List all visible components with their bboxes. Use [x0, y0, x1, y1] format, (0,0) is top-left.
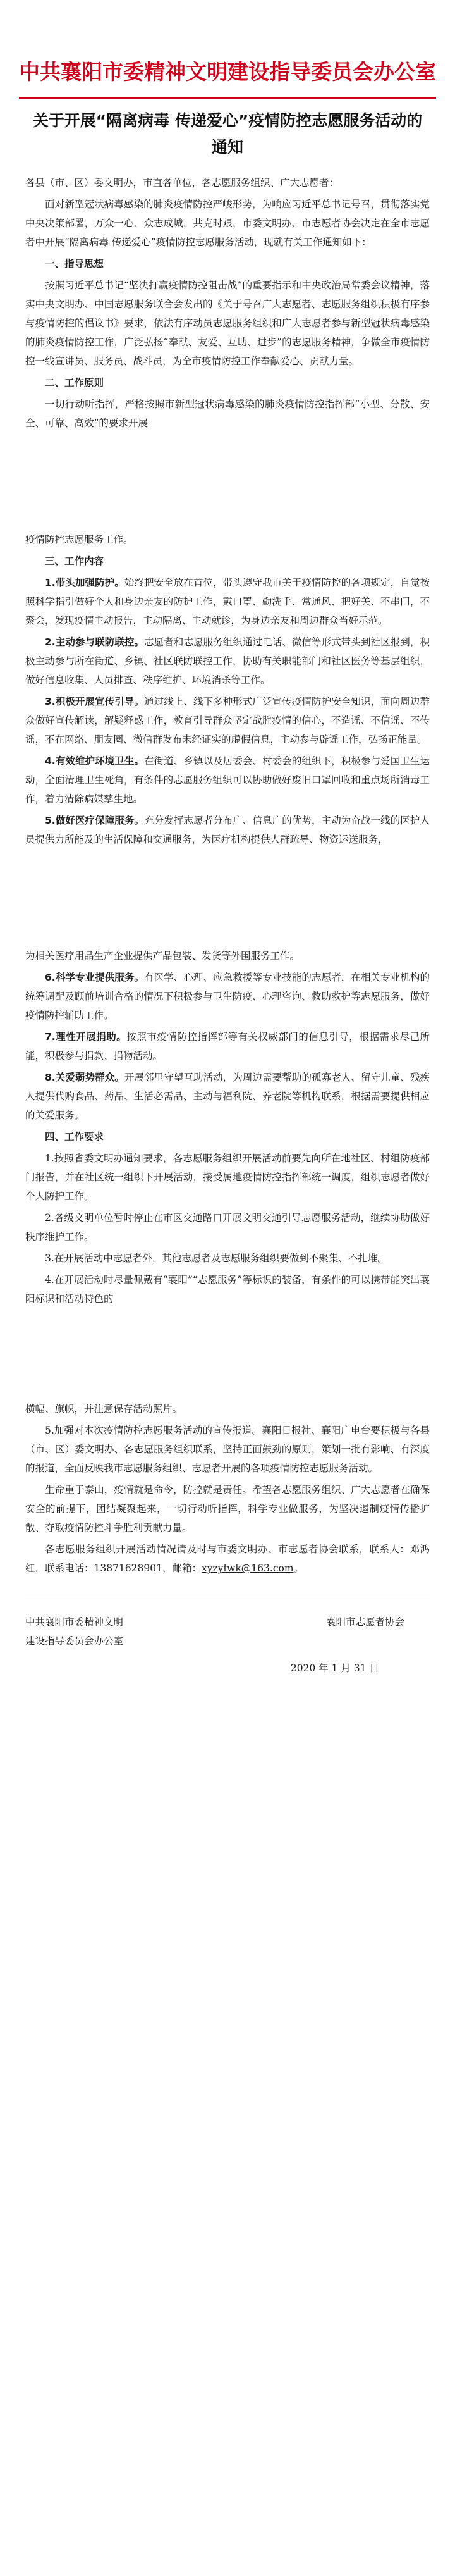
- signoff-org-line-2: 建设指导委员会办公室: [25, 1635, 124, 1647]
- item-text: 志愿者和志愿服务组织通过电话、微信等形式带头到社区报到，积极主动参与所在街道、乡镇、社区联防联控工作，协助有关职能部门和社区医务等基层组织，做好信息收集、人员排查、秩序维护、环境消杀等工作。: [25, 636, 430, 686]
- content-item-2: [25, 633, 430, 690]
- content-item-6: [25, 968, 430, 1025]
- signoff-block: [0, 1597, 455, 1650]
- signoff-org-line-1: 中共襄阳市委精神文明: [25, 1616, 124, 1628]
- section-heading-1: 一、指导思想: [45, 258, 104, 269]
- requirement-3: 3.在开展活动中志愿者外，其他志愿者及志愿服务组织要做到不聚集、不扎堆。: [45, 1253, 387, 1264]
- contact-paragraph: [25, 1540, 430, 1578]
- requirement-4-continued: 横幅、旗帜，并注意保存活动照片。: [25, 1403, 183, 1415]
- item-text: 在街道、乡镇以及居委会、村委会的组织下，积极参与爱国卫生运动，全面清理卫生死角，有条件的志愿服务组织可以协助做好废旧口罩回收和重点场所消毒工作，着力清除病媒孳生地。: [25, 755, 430, 805]
- requirement-1: 1.按照省委文明办通知要求，各志愿服务组织开展活动前要先向所在地社区、村组防疫部门报告，并在社区统一组织下开展活动，接受属地疫情防控指挥部统一调度，组织志愿者做好个人防护工作。: [25, 1153, 430, 1202]
- page-title: 关于开展“隔离病毒 传递爱心”疫情防控志愿服务活动的通知: [32, 111, 423, 156]
- item-lead: 3.积极开展宣传引导。: [45, 696, 145, 707]
- item-text: 开展邻里守望互助活动，为周边需要帮助的孤寡老人、留守儿童、残疾人提供代购食品、药品、生活必需品、主动与福利院、养老院等机构联系，根据需要提供相应的关爱服务。: [25, 1072, 430, 1121]
- page-break-gap: [25, 1311, 430, 1399]
- content-item-7: [25, 1027, 430, 1065]
- content-item-1: [25, 573, 430, 630]
- closing-paragraph: 生命重于泰山，疫情就是命令，防控就是责任。希望各志愿服务组织、广大志愿者在确保安全的前提下，团结凝聚起来，一切行动听指挥，科学专业做服务，为坚决遏制疫情传播扩散、夺取疫情防控斗争胜利贡献力量。: [25, 1484, 430, 1533]
- page-break-gap: [25, 435, 430, 530]
- requirement-2: 2.各级文明单位暂时停止在市区交通路口开展文明交通引导志愿服务活动，继续协助做好秩序维护工作。: [25, 1212, 430, 1242]
- section-2-text-b: 疫情防控志愿服务工作。: [25, 534, 133, 545]
- item-text: 始终把安全放在首位，带头遵守我市关于疫情防控的各项规定，自觉按照科学指引做好个人和身边亲友的防护工作，戴口罩、勤洗手、常通风、把好关、不串门，不聚会，发现疫情主动报告，主动隔离、主动就诊，为身边亲友和周边群众当好示范。: [25, 577, 430, 626]
- item-lead: 6.科学专业提供服务。: [45, 972, 145, 983]
- content-item-4: [25, 752, 430, 808]
- issue-date: 2020 年 1 月 31 日: [290, 1663, 379, 1674]
- section-1-text: 按照习近平总书记“坚决打赢疫情防控阻击战”的重要指示和中央政治局常委会议精神，落实中央文明办、中国志愿服务联合会发出的《关于号召广大志愿者、志愿服务组织积极有序参与疫情防控的倡议书》要求，依法有序动员志愿服务组织和广大志愿者参与新型冠状病毒感染的肺炎疫情防控工作，广泛弘扬“奉献、友爱、互助、进步”的志愿服务精神，争做全市疫情防控一线宣讲员、服务员、战斗员，为全市疫情防控工作奉献爱心、贡献力量。: [25, 280, 430, 367]
- document-body: [0, 173, 455, 1578]
- content-item-5-continued: 为相关医疗用品生产企业提供产品包装、发货等外围服务工作。: [25, 950, 300, 962]
- item-lead: 1.带头加强防护。: [45, 577, 124, 588]
- item-text: 充分发挥志愿者分布广、信息广的优势，主动为奋战一线的医护人员提供力所能及的生活保障和交通服务，为医疗机构提供人群疏导、物资运送服务，: [25, 815, 430, 845]
- content-item-3: [25, 692, 430, 749]
- email-link[interactable]: xyzyfwk@163.com: [201, 1563, 294, 1574]
- item-lead: 8.关爱弱势群众。: [45, 1072, 124, 1083]
- contact-text: 各志愿服务组织开展活动情况请及时与市委文明办、市志愿者协会联系，联系人：邓鸿红，联系电话：13871628901，邮箱：: [25, 1544, 430, 1574]
- section-heading-2: 二、工作原则: [45, 377, 104, 388]
- requirement-5: 5.加强对本次疫情防控志愿服务活动的宣传报道。襄阳日报社、襄阳广电台要积极与各县（市、区）委文明办、各志愿服务组织联系，坚持正面鼓劲的原则，策划一批有影响、有深度的报道，全面反映我市志愿服务组织、志愿者开展的各项疫情防控志愿服务活动。: [25, 1425, 430, 1474]
- item-text: 按照市疫情防控指挥部等有关权威部门的信息引导，根据需求尽己所能，积极参与捐款、捐物活动。: [25, 1031, 430, 1062]
- issuing-org-header: 中共襄阳市委精神文明建设指导委员会办公室: [19, 59, 436, 84]
- requirement-4: 4.在开展活动时尽量佩戴有“襄阳”“志愿服务”等标识的装备，有条件的可以携带能突出襄阳标识和活动特色的: [25, 1274, 430, 1304]
- content-item-5: [25, 811, 430, 849]
- section-2-text-a: 一切行动听指挥，严格按照市新型冠状病毒感染的肺炎疫情防控指挥部“小型、分散、安全、可靠、高效”的要求开展: [25, 399, 430, 429]
- page-break-gap: [25, 851, 430, 946]
- section-heading-4: 四、工作要求: [45, 1131, 104, 1142]
- contact-end: 。: [293, 1563, 304, 1574]
- item-text: 通过线上、线下多种形式广泛宣传疫情防护安全知识，面向周边群众做好宣传解读，解疑释惑工作，教育引导群众坚定战胜疫情的信心，不造谣、不信谣、不传谣，不在网络、朋友圈、微信群发布未经证实的虚假信息，主动参与辟谣工作，弘扬正能量。: [25, 696, 430, 745]
- item-lead: 5.做好医疗保障服务。: [45, 815, 145, 826]
- item-lead: 4.有效维护环境卫生。: [45, 755, 145, 767]
- signoff-left: [25, 1613, 190, 1650]
- section-heading-3: 三、工作内容: [45, 555, 104, 567]
- recipients-line: 各县（市、区）委文明办，市直各单位，各志愿服务组织、广大志愿者：: [25, 177, 339, 189]
- item-lead: 7.理性开展捐助。: [45, 1031, 127, 1043]
- item-lead: 2.主动参与联防联控。: [45, 636, 145, 648]
- item-text: 有医学、心理、应急救援等专业技能的志愿者，在相关专业机构的统筹调配及顾前培训合格的情况下积极参与卫生防疫、心理咨询、救助救护等志愿服务，做好疫情防控辅助工作。: [25, 972, 430, 1021]
- signoff-right: 襄阳市志愿者协会: [325, 1616, 404, 1628]
- intro-paragraph: 面对新型冠状病毒感染的肺炎疫情防控严峻形势，为响应习近平总书记号召，贯彻落实党中央决策部署，万众一心、众志成城，共克时艰，市委文明办、市志愿者协会决定在全市志愿者中开展“隔离病毒 传递爱心”疫情防控志愿服务活动，现就有关工作通知如下：: [25, 199, 430, 248]
- content-item-8: [25, 1068, 430, 1125]
